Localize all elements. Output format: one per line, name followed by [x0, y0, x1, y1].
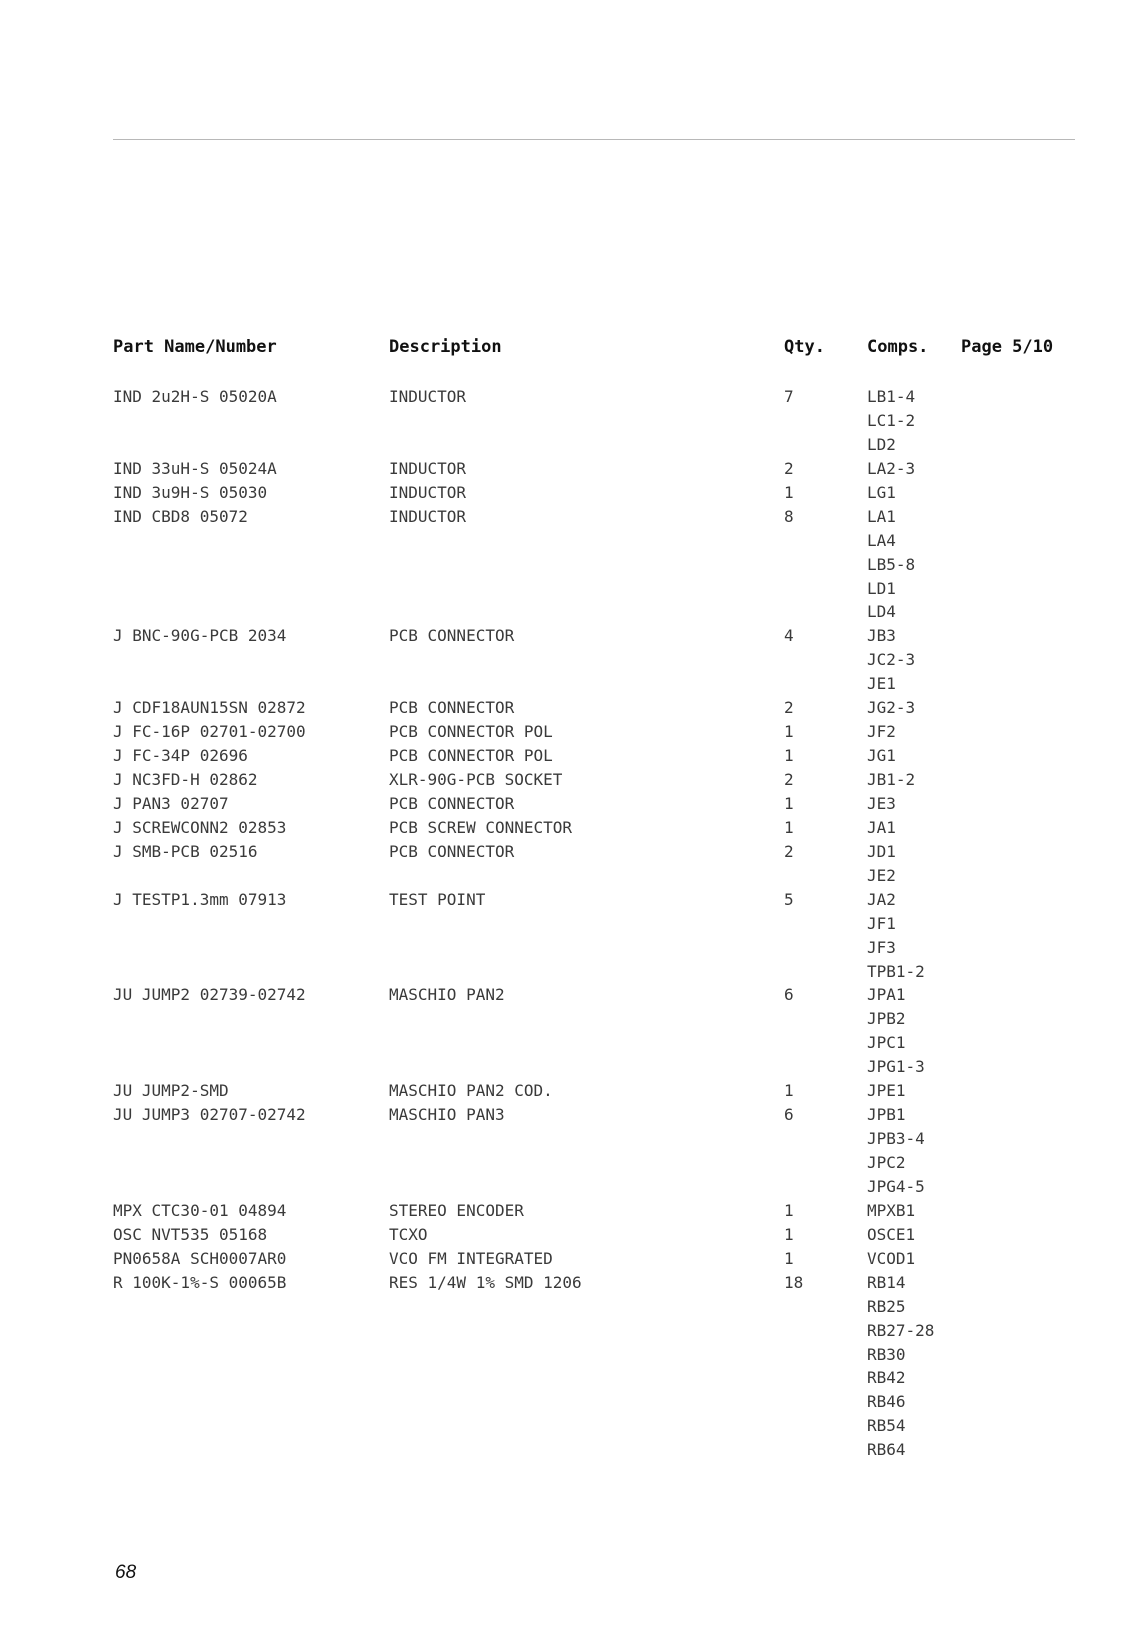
- comps-cell: JG1: [867, 746, 896, 766]
- qty-cell: 2: [784, 698, 794, 718]
- part-cell: OSC NVT535 05168: [113, 1224, 268, 1244]
- qty-cell: 2: [784, 770, 794, 789]
- comps-cell: JB1-2: [867, 770, 916, 789]
- table-row: [0, 1390, 1127, 1414]
- qty-cell: 2: [784, 458, 794, 478]
- part-cell: J BNC-90G-PCB 2034: [113, 626, 287, 646]
- qty-cell: 1: [784, 1200, 794, 1220]
- table-row: [0, 1007, 1127, 1031]
- table-row: [0, 1223, 1127, 1247]
- table-row: [0, 1343, 1127, 1367]
- description-cell: INDUCTOR: [389, 458, 467, 478]
- table-row: [0, 529, 1127, 553]
- comps-cell: JPG1-3: [867, 1057, 925, 1077]
- comps-cell: VCOD1: [867, 1248, 916, 1268]
- comps-cell: LB5-8: [867, 554, 916, 574]
- comps-cell: LB1-4: [867, 387, 916, 406]
- description-cell: MASCHIO PAN2: [389, 985, 505, 1005]
- part-cell: JU JUMP3 02707-02742: [113, 1105, 306, 1125]
- qty-cell: 6: [784, 1105, 794, 1125]
- table-row: [0, 600, 1127, 624]
- part-cell: J CDF18AUN15SN 02872: [113, 698, 306, 718]
- table-row: [0, 1127, 1127, 1151]
- qty-cell: 4: [784, 626, 794, 646]
- table-row: [0, 1438, 1127, 1462]
- page-number: 68: [115, 1562, 137, 1583]
- description-cell: PCB CONNECTOR POL: [389, 746, 553, 766]
- table-row: [0, 1031, 1127, 1055]
- table-row: [0, 1295, 1127, 1319]
- table-row: [0, 1319, 1127, 1343]
- part-cell: IND 33uH-S 05024A: [113, 458, 277, 478]
- table-row: [0, 983, 1127, 1007]
- table-row: [0, 1414, 1127, 1438]
- description-cell: PCB CONNECTOR: [389, 626, 515, 646]
- parts-table: [0, 385, 1127, 1462]
- comps-cell: LA4: [867, 530, 896, 550]
- table-row: [0, 1151, 1127, 1175]
- qty-cell: 7: [784, 387, 794, 406]
- comps-cell: LD4: [867, 602, 896, 622]
- comps-cell: JE3: [867, 793, 896, 813]
- table-row: [0, 481, 1127, 505]
- table-row: [0, 840, 1127, 864]
- table-row: [0, 1247, 1127, 1271]
- comps-cell: TPB1-2: [867, 961, 925, 981]
- qty-cell: 5: [784, 889, 794, 909]
- comps-cell: RB14: [867, 1272, 906, 1292]
- table-row: [0, 888, 1127, 912]
- comps-cell: RB30: [867, 1344, 906, 1364]
- comps-cell: JF2: [867, 722, 896, 742]
- table-row: [0, 696, 1127, 720]
- description-cell: MASCHIO PAN3: [389, 1105, 505, 1125]
- table-row: [0, 936, 1127, 960]
- part-cell: IND 2u2H-S 05020A: [113, 387, 277, 406]
- table-row: [0, 1199, 1127, 1223]
- table-row: [0, 960, 1127, 984]
- comps-cell: JD1: [867, 841, 896, 861]
- qty-cell: 1: [784, 1081, 794, 1101]
- comps-cell: JA1: [867, 817, 896, 837]
- qty-cell: 1: [784, 746, 794, 766]
- description-cell: RES 1/4W 1% SMD 1206: [389, 1272, 582, 1292]
- part-cell: IND 3u9H-S 05030: [113, 482, 268, 502]
- table-row: [0, 505, 1127, 529]
- description-cell: PCB CONNECTOR POL: [389, 722, 553, 742]
- qty-cell: 1: [784, 793, 794, 813]
- qty-cell: 2: [784, 841, 794, 861]
- comps-cell: JPG4-5: [867, 1176, 925, 1196]
- comps-cell: JA2: [867, 889, 896, 909]
- table-row: [0, 672, 1127, 696]
- part-cell: MPX CTC30-01 04894: [113, 1200, 287, 1220]
- table-row: [0, 577, 1127, 601]
- part-cell: R 100K-1%-S 00065B: [113, 1272, 287, 1292]
- table-row: [0, 792, 1127, 816]
- comps-cell: JE1: [867, 674, 896, 694]
- table-row: [0, 1271, 1127, 1295]
- table-row: [0, 433, 1127, 457]
- description-cell: INDUCTOR: [389, 387, 467, 406]
- comps-cell: LG1: [867, 482, 896, 502]
- table-row: [0, 457, 1127, 481]
- comps-cell: JPB2: [867, 1009, 906, 1029]
- table-row: [0, 816, 1127, 840]
- comps-cell: JPC2: [867, 1153, 906, 1172]
- description-cell: PCB CONNECTOR: [389, 793, 515, 813]
- part-cell: PN0658A SCH0007AR0: [113, 1248, 287, 1268]
- description-cell: TCXO: [389, 1224, 428, 1244]
- description-cell: XLR-90G-PCB SOCKET: [389, 770, 563, 789]
- description-cell: VCO FM INTEGRATED: [389, 1248, 553, 1268]
- part-cell: J PAN3 02707: [113, 793, 229, 813]
- comps-cell: LD2: [867, 434, 896, 454]
- table-row: [0, 768, 1127, 792]
- comps-cell: LC1-2: [867, 410, 916, 430]
- description-cell: INDUCTOR: [389, 482, 467, 502]
- comps-cell: MPXB1: [867, 1200, 916, 1220]
- table-row: [0, 1055, 1127, 1079]
- part-cell: J SMB-PCB 02516: [113, 841, 258, 861]
- comps-cell: JF3: [867, 937, 896, 957]
- description-cell: MASCHIO PAN2 COD.: [389, 1081, 553, 1101]
- comps-cell: RB27-28: [867, 1320, 935, 1340]
- table-row: [0, 744, 1127, 768]
- qty-cell: 18: [784, 1272, 804, 1292]
- table-row: [0, 553, 1127, 577]
- table-row: [0, 385, 1127, 409]
- table-row: [0, 1366, 1127, 1390]
- comps-cell: RB42: [867, 1368, 906, 1388]
- table-row: [0, 912, 1127, 936]
- comps-cell: JPA1: [867, 985, 906, 1005]
- qty-cell: 6: [784, 985, 794, 1005]
- table-row: [0, 720, 1127, 744]
- table-row: [0, 1079, 1127, 1103]
- comps-cell: JC2-3: [867, 650, 916, 670]
- part-cell: J FC-16P 02701-02700: [113, 722, 306, 742]
- comps-cell: LA2-3: [867, 458, 916, 478]
- description-cell: PCB SCREW CONNECTOR: [389, 817, 573, 837]
- description-cell: INDUCTOR: [389, 506, 467, 526]
- comps-cell: JF1: [867, 913, 896, 933]
- qty-cell: 1: [784, 482, 794, 502]
- description-cell: PCB CONNECTOR: [389, 698, 515, 718]
- part-cell: J SCREWCONN2 02853: [113, 817, 287, 837]
- description-cell: PCB CONNECTOR: [389, 841, 515, 861]
- top-rule: [113, 139, 1075, 140]
- part-cell: IND CBD8 05072: [113, 506, 248, 526]
- description-cell: STEREO ENCODER: [389, 1200, 524, 1220]
- comps-cell: LD1: [867, 578, 896, 598]
- part-cell: J FC-34P 02696: [113, 746, 248, 766]
- comps-cell: LA1: [867, 506, 896, 526]
- header-description: Description: [389, 337, 502, 357]
- comps-cell: OSCE1: [867, 1224, 916, 1244]
- comps-cell: RB64: [867, 1440, 906, 1460]
- comps-cell: RB25: [867, 1296, 906, 1316]
- part-cell: J NC3FD-H 02862: [113, 770, 258, 789]
- comps-cell: RB46: [867, 1392, 906, 1412]
- header-qty: Qty.: [784, 337, 825, 357]
- comps-cell: JB3: [867, 626, 896, 646]
- part-cell: JU JUMP2-SMD: [113, 1081, 229, 1101]
- qty-cell: 1: [784, 722, 794, 742]
- table-row: [0, 648, 1127, 672]
- table-row: [0, 1103, 1127, 1127]
- table-row: [0, 409, 1127, 433]
- header-comps: Comps.: [867, 337, 929, 357]
- header-page-indicator: Page 5/10: [961, 337, 1054, 357]
- comps-cell: JPB3-4: [867, 1129, 925, 1149]
- comps-cell: JE2: [867, 865, 896, 885]
- comps-cell: JPB1: [867, 1105, 906, 1125]
- table-row: [0, 1175, 1127, 1199]
- table-row: [0, 864, 1127, 888]
- qty-cell: 1: [784, 817, 794, 837]
- part-cell: J TESTP1.3mm 07913: [113, 889, 287, 909]
- comps-cell: JPC1: [867, 1033, 906, 1053]
- table-row: [0, 624, 1127, 648]
- part-cell: JU JUMP2 02739-02742: [113, 985, 306, 1005]
- qty-cell: 1: [784, 1224, 794, 1244]
- description-cell: TEST POINT: [389, 889, 486, 909]
- comps-cell: JG2-3: [867, 698, 916, 718]
- comps-cell: JPE1: [867, 1081, 906, 1101]
- comps-cell: RB54: [867, 1416, 906, 1436]
- qty-cell: 8: [784, 506, 794, 526]
- header-part-name: Part Name/Number: [113, 337, 277, 357]
- qty-cell: 1: [784, 1248, 794, 1268]
